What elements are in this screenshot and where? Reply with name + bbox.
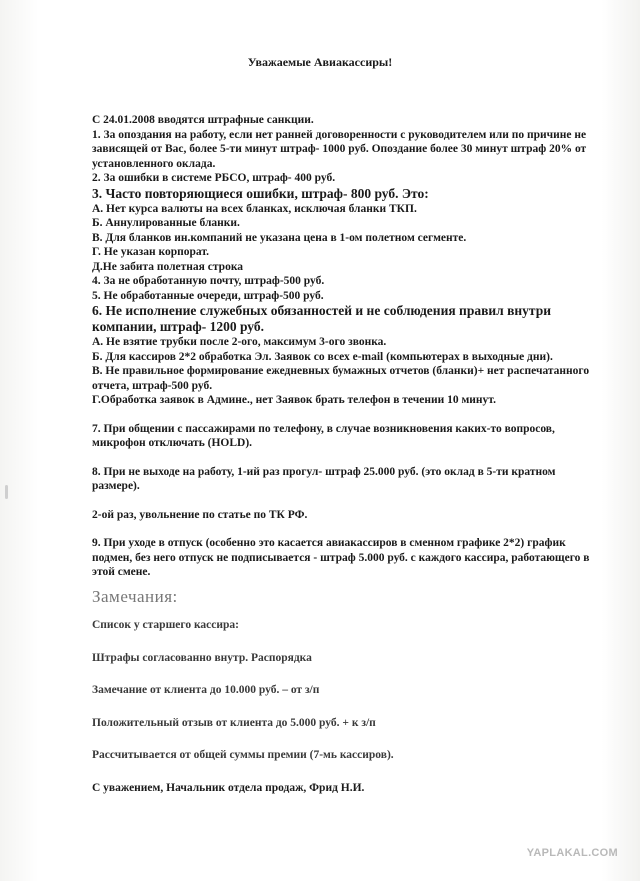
intro-line: С 24.01.2008 вводятся штрафные санкции. xyxy=(92,114,314,126)
remark-complaint: Замечание от клиента до 10.000 руб. – от з/п xyxy=(92,684,320,696)
rule-7: 7. При общении с пассажирами по телефону, в случае возникновения каких-то вопросов, микрофон отключать (HOLD). xyxy=(92,422,555,449)
rule-6c: В. Не правильное формирование ежедневных бумажных отчетов (бланки)+ нет распечатанного отчета, штраф-500 руб. xyxy=(92,365,590,392)
remark-bonus: Рассчитывается от общей суммы премии (7-мь кассиров). xyxy=(92,749,394,761)
document-body xyxy=(92,113,592,795)
rule-6d: Г.Обработка заявок в Админе., нет Заявок брать телефон в течении 10 минут. xyxy=(92,394,496,406)
rule-1: 1. За опоздания на работу, если нет ранней договоренности с руководителем или по причине не зависящей от Вас, более 5-ти минут штраф- 1000 руб. Опоздание более 30 минут штраф 20% от установленного оклада. xyxy=(92,128,587,170)
rule-6a: А. Не взятие трубки после 2-ого, максимум 3-ого звонка. xyxy=(92,336,387,348)
rule-3a: А. Нет курса валюты на всех бланках, исключая бланки ТКП. xyxy=(92,202,417,215)
rule-3e: Д.Не забита полетная строка xyxy=(92,260,244,273)
rule-6b: Б. Для кассиров 2*2 обработка Эл. Заявок со всех e-mail (компьютерах в выходные дни). xyxy=(92,350,553,363)
rule-8-second: 2-ой раз, увольнение по статье по ТК РФ. xyxy=(92,508,308,521)
rule-8: 8. При не выходе на работу, 1-ий раз прогул- штраф 25.000 руб. (это оклад в 5-ти кратном размере). xyxy=(92,465,556,492)
signature-line: С уважением, Начальник отдела продаж, Фрид Н.И. xyxy=(92,781,365,794)
document-title: Уважаемые Авиакассиры! xyxy=(247,55,393,69)
rule-4: 4. За не обработанную почту, штраф-500 руб. xyxy=(92,275,325,287)
rule-2: 2. За ошибки в системе РБСО, штраф- 400 руб. xyxy=(92,172,336,184)
rule-3c: В. Для бланков ин.компаний не указана цена в 1-ом полетном сегменте. xyxy=(92,231,467,244)
rule-5: 5. Не обработанные очереди, штраф-500 руб. xyxy=(92,289,324,302)
remark-fines: Штрафы согласованно внутр. Распорядка xyxy=(92,651,312,664)
rule-3d: Г. Не указан корпорат. xyxy=(92,246,210,258)
rule-9: 9. При уходе в отпуск (особенно это касается авиакассиров в сменном графике 2*2) график подмен, без него отпуск не подписывается - штраф 5.000 руб. с каждого кассира, работающего в этой смене. xyxy=(92,537,590,578)
site-watermark: YAPLAKAL.COM xyxy=(526,847,618,859)
rule-6: 6. Не исполнение служебных обязанностей и не соблюдения правил внутри компании, штраф- 1200 руб. xyxy=(92,303,551,334)
remark-positive: Положительный отзыв от клиента до 5.000 руб. + к з/п xyxy=(92,716,376,729)
rule-3b: Б. Аннулированные бланки. xyxy=(92,217,240,229)
rule-3: 3. Часто повторяющиеся ошибки, штраф- 800 руб. Это: xyxy=(92,185,429,201)
remarks-heading: Замечания: xyxy=(92,586,178,606)
remarks-list-title: Список у старшего кассира: xyxy=(92,619,239,631)
scan-smudge xyxy=(5,485,8,499)
